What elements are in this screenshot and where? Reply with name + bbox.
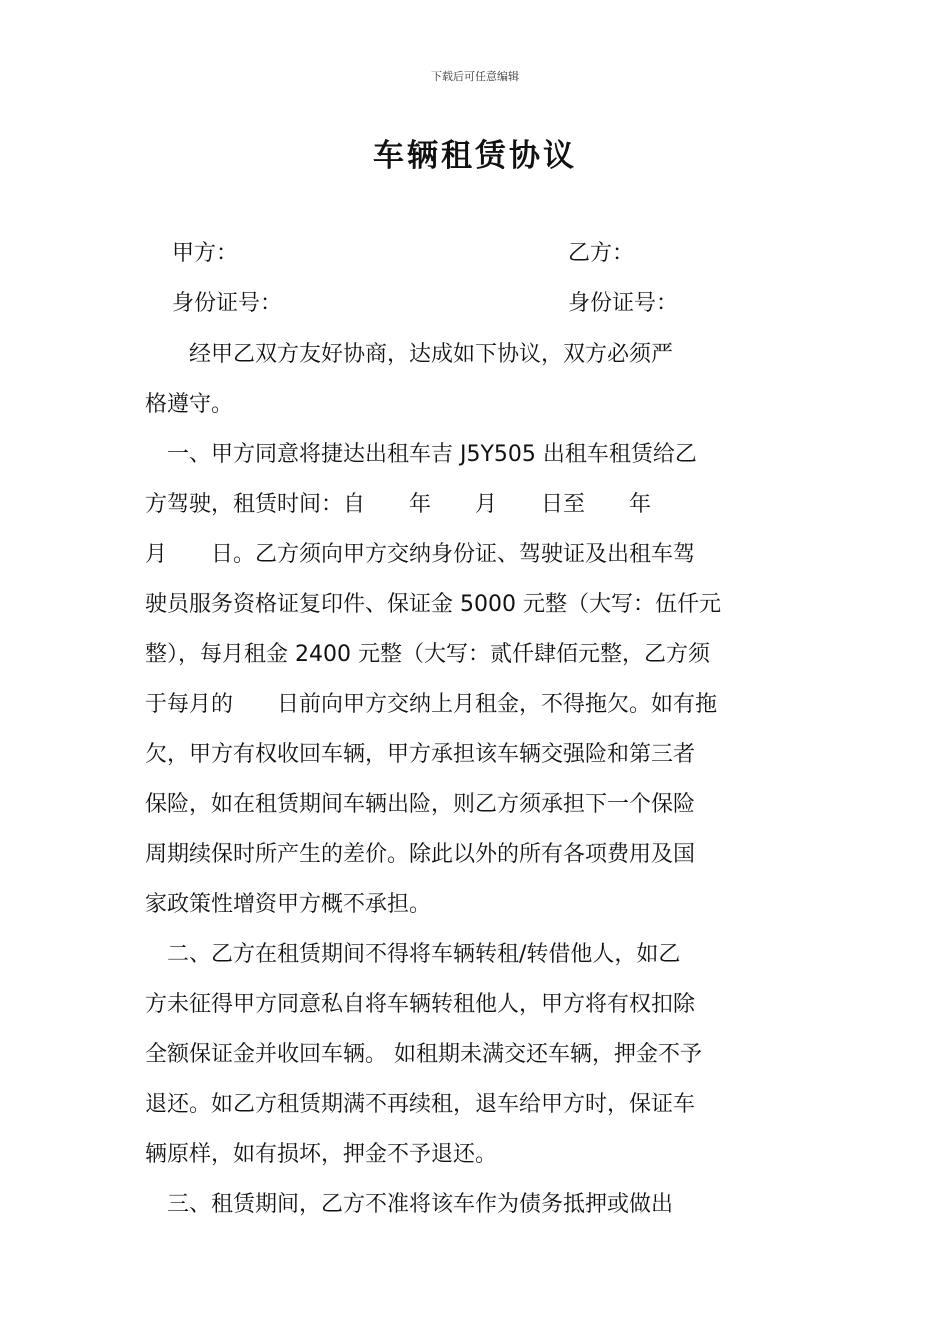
text-line: 一、甲方同意将捷达出租车吉 J5Y505 出租车租赁给乙	[145, 442, 697, 467]
text-line: 方驾驶，租赁时间：自 年 月 日至 年	[145, 492, 652, 517]
paragraph-clause-2	[145, 930, 805, 1180]
text-line: 整），每月租金 2400 元整（大写：贰仟肆佰元整，乙方须	[145, 642, 710, 667]
text-line: 周期续保时所产生的差价。除此以外的所有各项费用及国	[145, 842, 696, 867]
text-line: 方未征得甲方同意私自将车辆转租他人，甲方将有权扣除	[145, 992, 696, 1017]
text-line: 欠，甲方有权收回车辆，甲方承担该车辆交强险和第三者	[145, 742, 696, 767]
paragraph-clause-3	[145, 1180, 805, 1230]
paragraph-clause-1	[145, 430, 805, 930]
text-line: 保险，如在租赁期间车辆出险，则乙方须承担下一个保险	[145, 792, 696, 817]
party-a-label: 甲方：	[172, 241, 239, 266]
text-line: 全额保证金并收回车辆。 如租期未满交还车辆，押金不予	[145, 1042, 702, 1067]
document-title: 车辆租赁协议	[373, 138, 577, 174]
text-line: 二、乙方在租赁期间不得将车辆转租/转借他人，如乙	[145, 942, 681, 967]
text-line: 格遵守。	[145, 392, 234, 417]
text-line: 辆原样，如有损坏，押金不予退还。	[145, 1142, 498, 1167]
text-line: 三、租赁期间，乙方不准将该车作为债务抵押或做出	[145, 1192, 674, 1217]
id-a-label: 身份证号：	[172, 291, 283, 316]
text-line: 驶员服务资格证复印件、保证金 5000 元整（大写：伍仟元	[145, 592, 721, 617]
id-b-label: 身份证号：	[568, 291, 679, 316]
paragraph-intro	[145, 330, 805, 430]
text-line: 于每月的 日前向甲方交纳上月租金，不得拖欠。如有拖	[145, 692, 718, 717]
agreement-body	[145, 330, 805, 1230]
text-line: 家政策性增资甲方概不承担。	[145, 892, 432, 917]
text-line: 经甲乙双方友好协商，达成如下协议，双方必须严	[145, 342, 674, 367]
page-header-note: 下载后可任意编辑	[431, 70, 519, 83]
party-b-label: 乙方：	[568, 241, 635, 266]
text-line: 退还。如乙方租赁期满不再续租，退车给甲方时，保证车	[145, 1092, 696, 1117]
text-line: 月 日。乙方须向甲方交纳身份证、驾驶证及出租车驾	[145, 542, 696, 567]
